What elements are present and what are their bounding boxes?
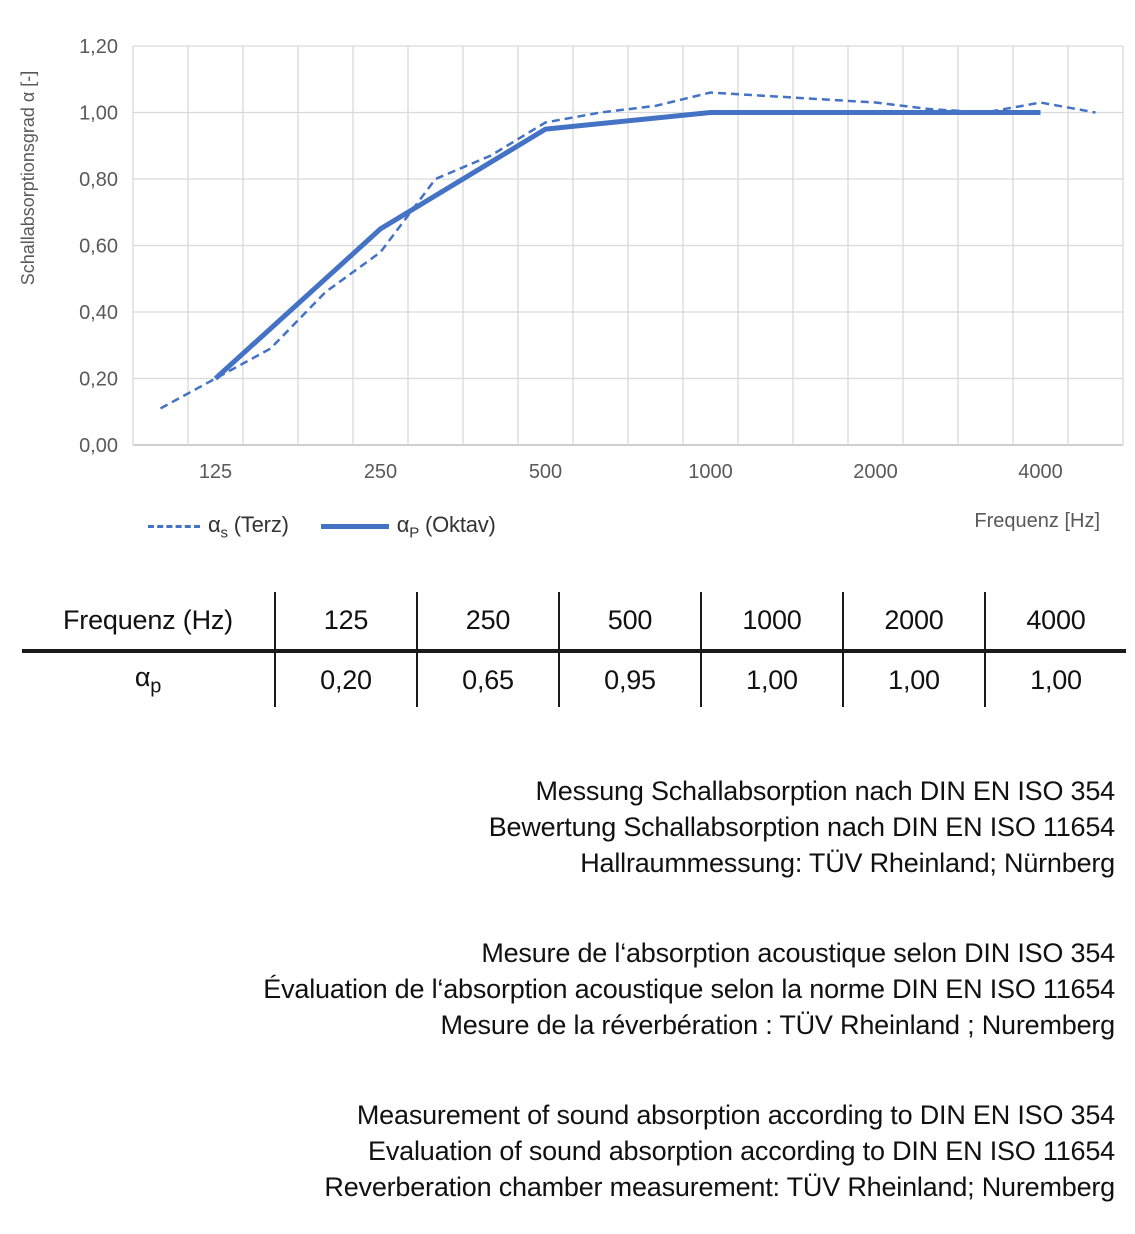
legend-label-oktav: $\alpha_P$ (Oktav) — [396, 512, 496, 542]
note-line: Reverberation chamber measurement: TÜV Rheinland; Nuremberg — [324, 1172, 1115, 1202]
x-axis-title: Frequenz [Hz] — [974, 510, 1100, 532]
table-header-cell: 4000 — [984, 592, 1126, 649]
svg-text:4000: 4000 — [1018, 461, 1063, 483]
note-line: Mesure de la réverbération : TÜV Rheinland ; Nuremberg — [440, 1010, 1115, 1040]
table-header-cell: 125 — [274, 592, 416, 649]
legend-item-terz — [148, 512, 289, 541]
notes-french — [0, 935, 1115, 1043]
note-line: Bewertung Schallabsorption nach DIN EN ISO 11654 — [488, 812, 1115, 842]
note-line: Evaluation of sound absorption according to DIN EN ISO 11654 — [368, 1136, 1115, 1166]
table-header-cell: 1000 — [700, 592, 842, 649]
solid-line-sample-icon — [321, 524, 389, 529]
svg-text:0,60: 0,60 — [79, 235, 118, 258]
frequency-table — [22, 592, 1126, 707]
table-row-label — [22, 653, 274, 707]
table-value-cell: 0,95 — [558, 653, 700, 707]
dashed-line-sample-icon — [148, 525, 200, 528]
svg-text:2000: 2000 — [853, 461, 898, 483]
svg-text:500: 500 — [528, 461, 563, 483]
svg-text:0,20: 0,20 — [79, 368, 118, 391]
table-header-cell: 250 — [416, 592, 558, 649]
absorption-chart — [0, 0, 1135, 560]
y-axis-title: Schallabsorptionsgrad α [-] — [18, 70, 38, 286]
note-line: Hallraummessung: TÜV Rheinland; Nürnberg — [580, 848, 1115, 878]
table-value-cell: 1,00 — [700, 653, 842, 707]
chart-canvas — [0, 0, 1135, 560]
svg-text:125: 125 — [198, 461, 233, 483]
chart-legend — [148, 512, 496, 541]
table-value-cell: 0,65 — [416, 653, 558, 707]
legend-label-terz: $\alpha_s$ (Terz) — [208, 512, 289, 542]
table-value-cell: 1,00 — [984, 653, 1126, 707]
svg-text:1,00: 1,00 — [79, 102, 118, 125]
note-line: Évaluation de l‘absorption acoustique selon la norme DIN EN ISO 11654 — [263, 974, 1115, 1004]
table-header-cell: 2000 — [842, 592, 984, 649]
svg-text:1000: 1000 — [688, 461, 733, 483]
svg-text:250: 250 — [363, 461, 398, 483]
axis-tick-labels — [79, 36, 1063, 483]
svg-text:1,20: 1,20 — [79, 36, 118, 58]
note-line: Messung Schallabsorption nach DIN EN ISO 354 — [535, 776, 1115, 806]
notes-english — [0, 1097, 1115, 1205]
alpha-p-label: $\alpha_p$ — [134, 661, 162, 698]
table-header-cell: 500 — [558, 592, 700, 649]
notes-german — [0, 773, 1115, 881]
note-line: Measurement of sound absorption according to DIN EN ISO 354 — [356, 1100, 1115, 1130]
svg-text:0,80: 0,80 — [79, 169, 118, 191]
table-value-cell: 0,20 — [274, 653, 416, 707]
svg-text:0,40: 0,40 — [79, 302, 118, 324]
table-header-cell: Frequenz (Hz) — [63, 605, 233, 635]
svg-text:0,00: 0,00 — [79, 435, 118, 457]
legend-item-oktav — [321, 512, 496, 541]
table-value-cell: 1,00 — [842, 653, 984, 707]
note-line: Mesure de l‘absorption acoustique selon DIN ISO 354 — [481, 938, 1115, 968]
gridlines — [133, 46, 1123, 445]
